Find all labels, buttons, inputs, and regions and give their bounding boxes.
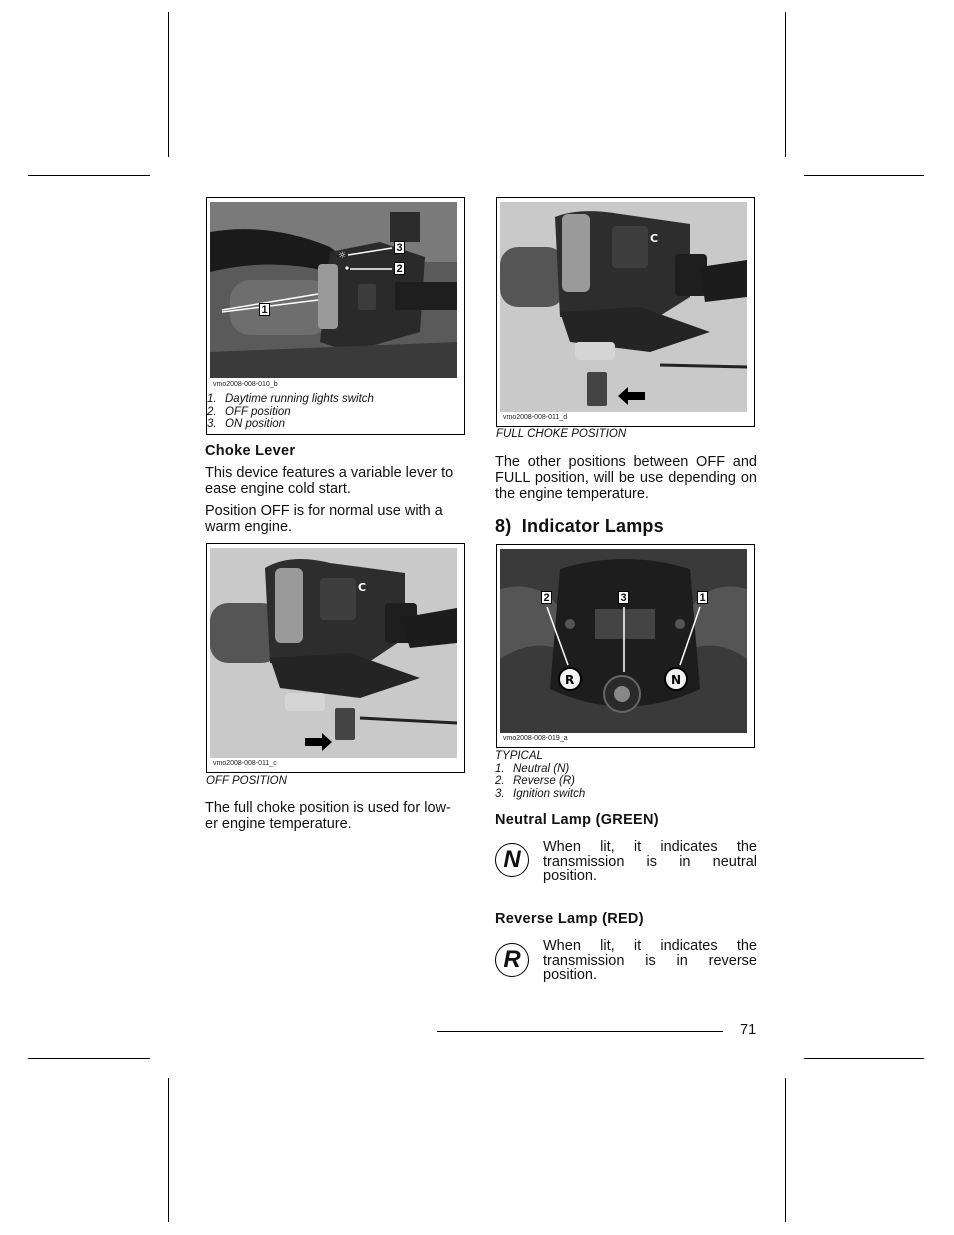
- callout-3: 3: [618, 591, 629, 604]
- neutral-lamp-icon: N: [495, 843, 529, 877]
- caption-item: 3. ON position: [207, 418, 286, 430]
- photo-choke-off: [210, 548, 457, 758]
- crop-mark: [168, 12, 169, 157]
- caption-item: 2. Reverse (R): [495, 775, 575, 787]
- section-heading-indicator-lamps: 8) Indicator Lamps: [495, 516, 664, 536]
- svg-text:R: R: [565, 673, 575, 687]
- callout-2: 2: [541, 591, 552, 604]
- reverse-lamp-icon: R: [495, 943, 529, 977]
- figure-id: vmo2008-008-019_a: [503, 735, 568, 742]
- callout-1: 1: [697, 591, 708, 604]
- section-heading-reverse-lamp: Reverse Lamp (RED): [495, 911, 644, 927]
- paragraph: When lit, it indicates the transmission is in reverse position.: [543, 938, 757, 983]
- figure-id: vmo2008-008-011_c: [213, 760, 277, 767]
- section-heading-neutral-lamp: Neutral Lamp (GREEN): [495, 812, 659, 828]
- figure-caption: FULL CHOKE POSITION: [496, 428, 627, 440]
- svg-text:C: C: [358, 581, 367, 594]
- callout-3: 3: [394, 241, 405, 254]
- callout-2: 2: [394, 262, 405, 275]
- figure-caption-list: [207, 393, 467, 431]
- figure-full-choke: [496, 197, 755, 427]
- photo-full-choke: [500, 202, 747, 412]
- crop-mark: [28, 1058, 150, 1059]
- caption-item: 3. Ignition switch: [495, 787, 586, 800]
- svg-text:☼: ☼: [338, 251, 347, 261]
- crop-mark: [785, 12, 786, 157]
- figure-id: vmo2008-008-011_d: [503, 414, 568, 421]
- caption-item: 1. Daytime running lights switch: [207, 393, 374, 405]
- svg-text:N: N: [671, 673, 682, 687]
- figure-caption: OFF POSITION: [206, 775, 287, 787]
- figure-choke-off: [206, 543, 465, 773]
- paragraph: When lit, it indicates the transmission is in neutral position.: [543, 839, 757, 884]
- crop-mark: [804, 1058, 924, 1059]
- callout-1: 1: [259, 303, 270, 316]
- paragraph: The other positions between OFF and FULL position, will be use depending on the engine temperature.: [495, 454, 757, 502]
- figure-indicator-lamps: [496, 544, 755, 748]
- crop-mark: [785, 1078, 786, 1222]
- paragraph: The full choke position is used for low- er engine temperature.: [205, 800, 451, 832]
- figure-id: vmo2008-008-010_b: [213, 381, 278, 388]
- section-heading-choke: Choke Lever: [205, 443, 296, 459]
- svg-text:C: C: [650, 232, 659, 245]
- photo-indicator-panel: [500, 549, 747, 733]
- crop-mark: [168, 1078, 169, 1222]
- caption-item: 1. Neutral (N): [495, 762, 570, 775]
- photo-handlebar-switch: [210, 202, 457, 378]
- page-number: 71: [740, 1022, 757, 1038]
- paragraph: Position OFF is for normal use with a warm engine.: [205, 503, 443, 535]
- footer-rule: [437, 1031, 723, 1032]
- crop-mark: [804, 175, 924, 176]
- figure-caption-list: [495, 750, 755, 800]
- crop-mark: [28, 175, 150, 176]
- paragraph: This device features a variable lever to ease engine cold start.: [205, 465, 454, 497]
- caption-item: 2. OFF position: [207, 405, 291, 418]
- caption-title: TYPICAL: [495, 750, 543, 762]
